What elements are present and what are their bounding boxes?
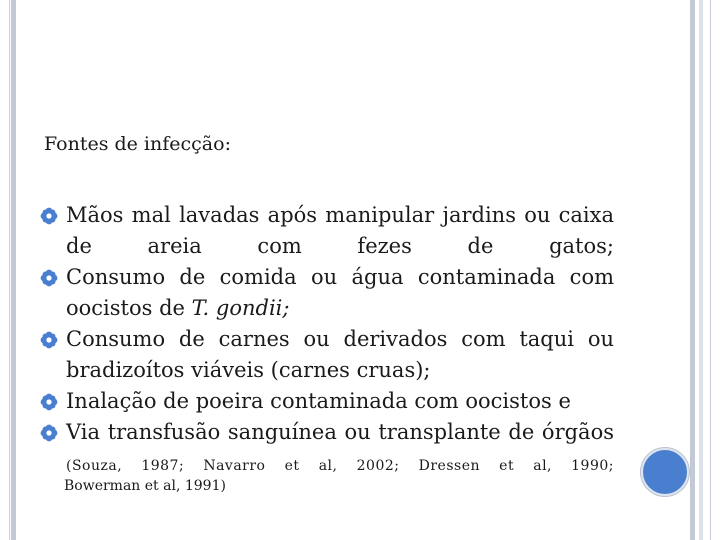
- left-border-bar: [11, 0, 16, 540]
- bullet-item: [40, 262, 614, 324]
- bullet-item: [40, 324, 614, 386]
- species-name: T. gondii;: [191, 296, 290, 320]
- bullet-text: Consumo de comida ou água contaminada com oocistos de: [66, 265, 614, 320]
- bullet-item: [40, 417, 614, 479]
- right-border-bar: [690, 0, 695, 540]
- bullet-text: Via transfusão sanguínea ou transplante de órgãos: [66, 420, 614, 444]
- bullet-item: [40, 386, 614, 417]
- bullet-text: Inalação de poeira contaminada com oocistos e: [66, 389, 571, 413]
- flower-bullet-icon: [40, 269, 58, 287]
- decorative-circle: [641, 448, 689, 496]
- right-border-bar-outer: [699, 0, 703, 540]
- bullet-text: Mãos mal lavadas após manipular jardins ou caixa de areia com fezes de gatos;: [66, 203, 614, 258]
- flower-bullet-icon: [40, 424, 58, 442]
- slide-heading: Fontes de infecção:: [44, 133, 231, 155]
- bullet-text: Consumo de carnes ou derivados com taqui ou bradizoítos viáveis (carnes cruas);: [66, 327, 614, 382]
- citation: (Souza, 1987; Navarro et al, 2002; Dressen et al, 1990;: [66, 458, 614, 474]
- bullet-list: [40, 200, 614, 479]
- citation-continued: Bowerman et al, 1991): [64, 478, 226, 494]
- flower-bullet-icon: [40, 207, 58, 225]
- bullet-item: [40, 200, 614, 262]
- flower-bullet-icon: [40, 331, 58, 349]
- flower-bullet-icon: [40, 393, 58, 411]
